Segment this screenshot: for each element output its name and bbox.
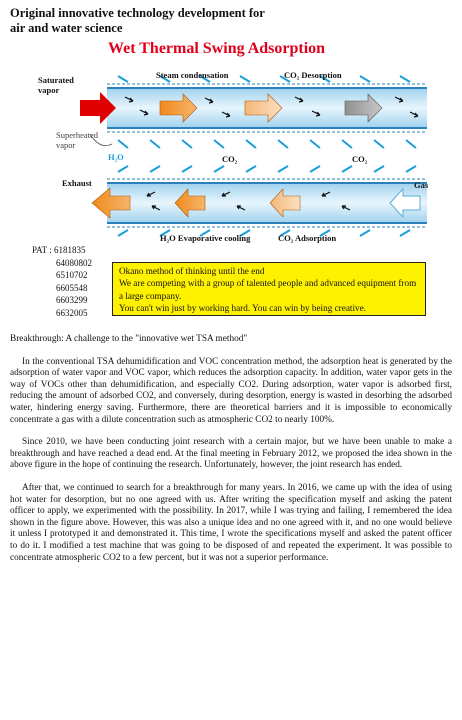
quote-line-3: You can't win just by working hard. You can win by being creative. <box>119 302 366 313</box>
label-co2-adsorption: CO₂ Adsorption <box>278 233 337 243</box>
label-steam-condensation: Steam condensation <box>156 70 229 80</box>
heading-line-2: air and water science <box>10 21 123 35</box>
label-h2o-evaporative-cooling: H₂O Evaporative cooling <box>160 233 251 243</box>
patent-number: 6632005 <box>56 307 88 318</box>
heading-line-1: Original innovative technology development for <box>10 6 265 20</box>
paragraph-3: After that, we continued to search for a breakthrough for many years. In 2016, we came up with the idea of using hot water for desorption, but no one agreed with us. After writing the specification myself and asking the patent officer to apply, we experimented with the possibility. In 2017, while I was trying and failing, I remembered the idea shown in the figure above. However, this was also a unique idea and no one agreed with it, and no one would believe it unless I prototyped it and demonstrated it. This time, I wrote the specifications myself and asked the patent officer to do it. I modified a test machine that was going to be disposed of and repeated the experiment. It was possible to concentrate atmospheric CO2 to a few percent, but it was not a superior performance. <box>10 482 452 563</box>
label-co2-mid: CO₂ <box>222 154 238 164</box>
patent-title: PAT : 6181835 <box>32 245 86 255</box>
paragraph-1: In the conventional TSA dehumidification and VOC concentration method, the adsorption heat is generated by the adsorption of water vapor and VOC vapor, which reduces the adsorption capacity. In addition, water vapor gets in the way of VOCs other than dehumidification, and especially CO2. During adsorption, water vapor is adsorbed first, reducing the amount of adsorbed CO2, and conversely, during desorption, energy is wasted in desorbing the adsorbed water, hindering energy saving. Furthermore, there are theoretical barriers and it is impossible to economically concentrate a gas with a dilute concentration such as atmospheric CO2 to nearly 100%. <box>10 356 452 425</box>
label-co2-desorption: CO₂ Desorption <box>284 70 342 80</box>
wet-tsa-diagram <box>0 0 462 250</box>
label-saturated-line1: Saturated <box>38 75 74 85</box>
label-superheated-line2: vapor <box>56 140 76 150</box>
quote-line-2: We are competing with a group of talented people and advanced equipment from a large company. <box>119 278 417 301</box>
label-saturated-vapor <box>38 75 74 95</box>
label-superheated-vapor <box>56 130 98 150</box>
label-superheated-line1: Superheated <box>56 130 99 140</box>
label-exhaust: Exhaust <box>62 178 92 188</box>
patent-number: 6605548 <box>56 282 88 293</box>
patent-number: 64080802 <box>56 257 92 268</box>
label-gas: Gas <box>414 180 429 190</box>
paragraph-2: Since 2010, we have been conducting joint research with a certain major, but we have been unable to make a breakthrough and have reached a dead end. At the final meeting in February 2012, we proposed the idea shown in the above figure in the hope of continuing the research. Unfortunately, however, the joint research has ended. <box>10 437 452 471</box>
okano-quote-box <box>112 262 426 316</box>
patent-list <box>32 244 92 319</box>
label-co2-right: CO₂ <box>352 154 368 164</box>
diagram-title: Wet Thermal Swing Adsorption <box>108 40 326 57</box>
patent-number: 6603299 <box>56 295 88 305</box>
breakthrough-heading: Breakthrough: A challenge to the "innovative wet TSA method" <box>10 334 248 344</box>
label-h2o-top: H₂O <box>108 152 124 162</box>
lower-tube <box>107 179 427 227</box>
quote-line-1: Okano method of thinking until the end <box>119 266 265 276</box>
article-body <box>10 334 452 575</box>
patent-number: 6510702 <box>56 270 88 280</box>
label-saturated-line2: vapor <box>38 85 60 95</box>
